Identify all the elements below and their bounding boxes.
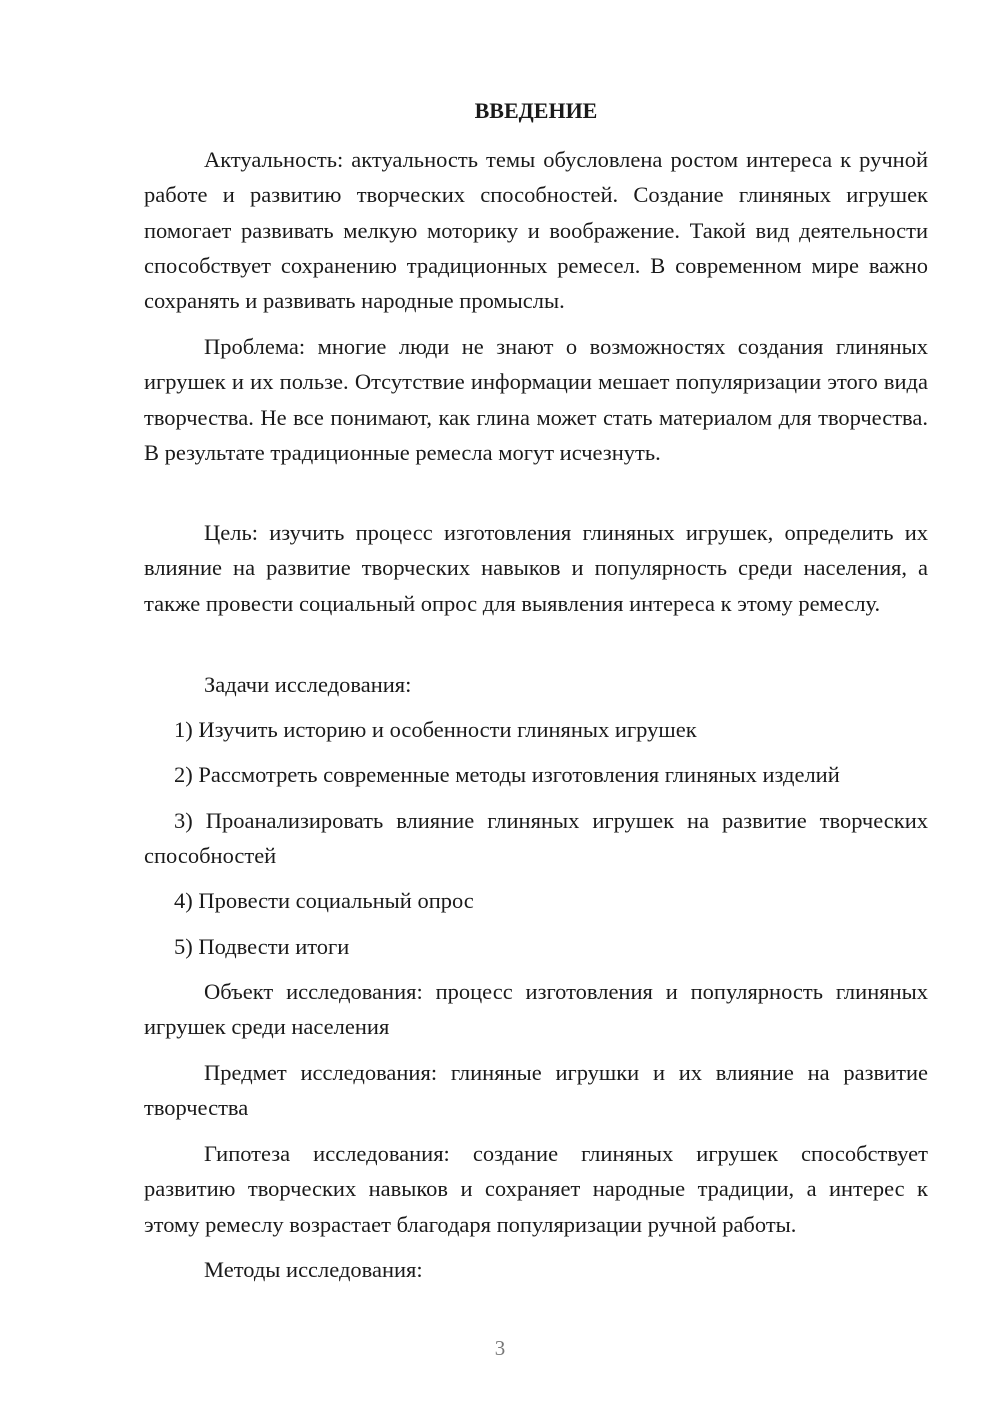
goal-paragraph: Цель: изучить процесс изготовления глиняных игрушек, определить их влияние на развитие творческих навыков и популярность среди населения, а также провести социальный опрос для выявления интереса к этому ремеслу. [144,520,928,616]
problem-paragraph: Проблема: многие люди не знают о возможностях создания глиняных игрушек и их пользе. Отсутствие информации мешает популяризации этого вида творчества. Не все понимают, как глина может стать материалом для творчества. В результате традиционные ремесла могут исчезнуть. [144,334,928,465]
task-item-3: 3) Проанализировать влияние глиняных игрушек на развитие творческих способностей [144,808,928,869]
methods-heading: Методы исследования: [204,1257,423,1282]
task-item-1: 1) Изучить историю и особенности глиняных игрушек [174,717,697,742]
subject-paragraph: Предмет исследования: глиняные игрушки и их влияние на развитие творчества [144,1060,928,1121]
task-item-2: 2) Рассмотреть современные методы изготовления глиняных изделий [174,762,840,787]
task-item-5: 5) Подвести итоги [174,934,350,959]
page-number: 3 [494,1336,506,1360]
section-title: ВВЕДЕНИЕ [474,98,598,123]
object-paragraph: Объект исследования: процесс изготовления и популярность глиняных игрушек среди населения [144,979,928,1040]
tasks-heading: Задачи исследования: [204,672,412,697]
task-item-4: 4) Провести социальный опрос [174,888,474,913]
hypothesis-paragraph: Гипотеза исследования: создание глиняных игрушек способствует развитию творческих навыков и сохраняет народные традиции, а интерес к этому ремеслу возрастает благодаря популяризации ручной работы. [144,1141,928,1237]
relevance-paragraph: Актуальность: актуальность темы обусловлена ростом интереса к ручной работе и развитию творческих способностей. Создание глиняных игрушек помогает развивать мелкую моторику и воображение. Такой вид деятельности способствует сохранению традиционных ремесел. В современном мире важно сохранять и развивать народные промыслы. [144,147,928,314]
